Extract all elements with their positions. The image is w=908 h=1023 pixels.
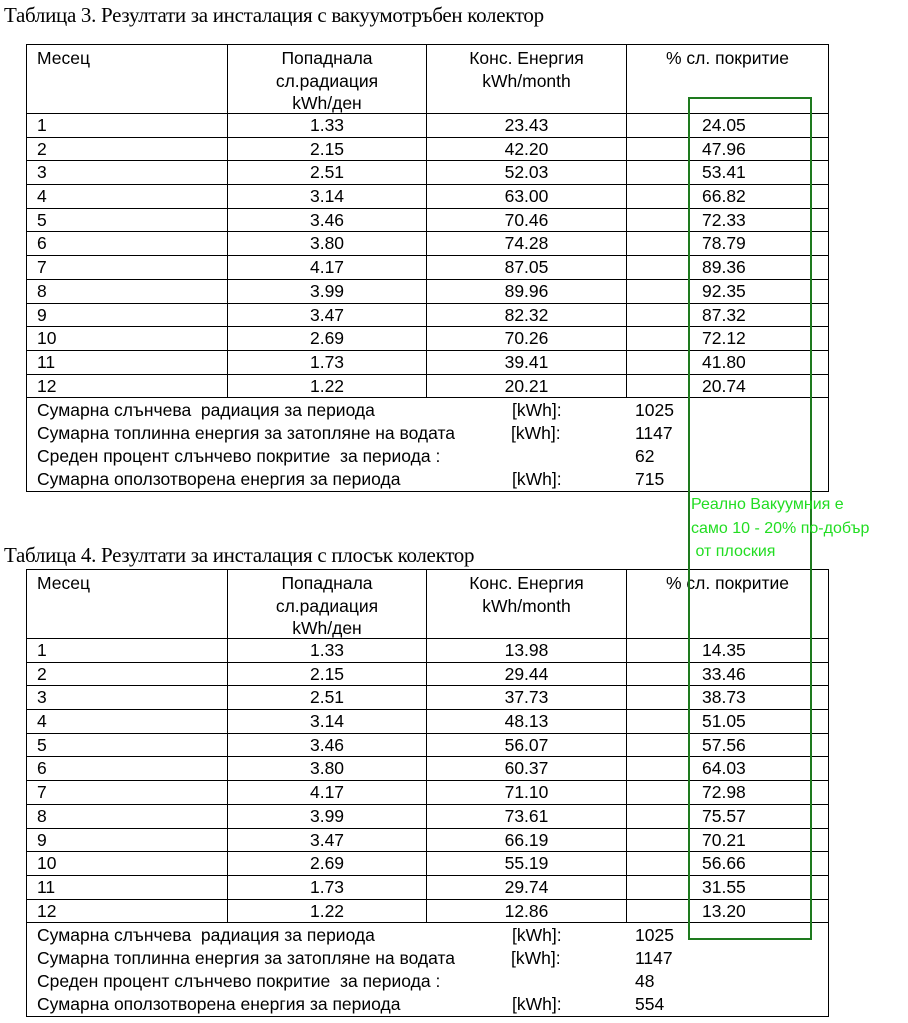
- cell-month: 4: [27, 710, 228, 733]
- cell-month: 1: [27, 639, 228, 662]
- cell-coverage: 66.82: [702, 186, 746, 207]
- header-line: Конс. Енергия: [469, 573, 584, 593]
- cell-month: 2: [27, 138, 228, 161]
- cell-month: 1: [27, 114, 228, 137]
- cell-energy: 12.86: [427, 900, 627, 923]
- summary-value: 1025: [635, 400, 674, 421]
- header-line: сл.радиация: [275, 595, 379, 616]
- cell-energy: 48.13: [427, 710, 627, 733]
- cell-coverage: 72.12: [702, 328, 746, 349]
- cell-coverage: 41.80: [702, 351, 746, 372]
- cell-month: 3: [27, 686, 228, 709]
- summary-unit: [kWh]:: [511, 423, 561, 444]
- cell-month: 10: [27, 327, 228, 350]
- cell-coverage: 75.57: [702, 805, 746, 826]
- summary-value: 62: [635, 446, 655, 467]
- cell-month: 7: [27, 781, 228, 804]
- cell-radiation: 3.47: [228, 304, 427, 327]
- summary-unit: [kWh]:: [512, 469, 562, 490]
- cell-month: 12: [27, 900, 228, 923]
- cell-month: 2: [27, 663, 228, 686]
- cell-month: 5: [27, 734, 228, 757]
- annotation-line: само 10 - 20% по-добър: [691, 519, 870, 537]
- header-line: Попаднала: [281, 48, 373, 68]
- cell-coverage: 14.35: [702, 640, 746, 660]
- summary-value: 1147: [635, 423, 673, 444]
- summary-label: Среден процент слънчево покритие за периода :: [37, 446, 441, 467]
- header-coverage: % сл. покритие: [665, 48, 789, 68]
- cell-coverage: 89.36: [702, 257, 746, 278]
- cell-coverage: 64.03: [702, 758, 746, 779]
- summary-label: Среден процент слънчево покритие за периода :: [37, 971, 441, 992]
- cell-radiation: 3.14: [228, 185, 427, 208]
- cell-energy: 39.41: [427, 351, 627, 374]
- summary-label: Сумарна оползотворена енергия за периода: [37, 469, 401, 490]
- cell-radiation: 3.46: [228, 209, 427, 232]
- table-4-caption: Таблица 4. Резултати за инсталация с плосък колектор: [4, 543, 475, 567]
- cell-radiation: 2.51: [228, 161, 427, 184]
- summary-label: Сумарна оползотворена енергия за периода: [37, 994, 401, 1015]
- cell-energy: 87.05: [427, 256, 627, 279]
- cell-energy: 20.21: [427, 375, 627, 398]
- cell-radiation: 2.51: [228, 686, 427, 709]
- cell-coverage: 72.33: [702, 209, 746, 230]
- annotation-line: Реално Вакуумния е: [691, 496, 844, 513]
- cell-energy: 42.20: [427, 138, 627, 161]
- cell-coverage: 57.56: [702, 734, 746, 755]
- cell-month: 8: [27, 805, 228, 828]
- header-energy: [427, 570, 627, 638]
- cell-radiation: 4.17: [228, 256, 427, 279]
- header-line: kWh/month: [482, 70, 571, 91]
- cell-energy: 71.10: [427, 781, 627, 804]
- cell-month: 5: [27, 209, 228, 232]
- cell-coverage: 20.74: [702, 375, 746, 396]
- header-coverage: % сл. покритие: [665, 573, 789, 593]
- cell-month: 9: [27, 304, 228, 327]
- cell-energy: 55.19: [427, 852, 627, 875]
- cell-coverage: 72.98: [702, 782, 746, 803]
- summary-line: [37, 993, 828, 1016]
- cell-radiation: 2.69: [228, 327, 427, 350]
- cell-coverage: 33.46: [702, 663, 746, 684]
- header-line: kWh/month: [482, 595, 571, 616]
- cell-radiation: 1.22: [228, 375, 427, 398]
- cell-month: 3: [27, 161, 228, 184]
- header-month: Месец: [27, 45, 228, 113]
- summary-unit: [kWh]:: [512, 994, 562, 1015]
- summary-unit: [kWh]:: [512, 400, 562, 421]
- cell-coverage: 53.41: [702, 162, 746, 183]
- cell-coverage: 31.55: [702, 876, 746, 897]
- summary-label: Сумарна топлинна енергия за затопляне на водата: [37, 948, 456, 969]
- header-month: Месец: [27, 570, 228, 638]
- cell-energy: 52.03: [427, 161, 627, 184]
- cell-coverage: 56.66: [702, 853, 746, 874]
- summary-label: Сумарна топлинна енергия за затопляне на водата: [37, 423, 456, 444]
- cell-coverage: 87.32: [702, 304, 746, 325]
- cell-energy: 13.98: [427, 639, 627, 662]
- cell-month: 6: [27, 757, 228, 780]
- cell-radiation: 3.99: [228, 280, 427, 303]
- annotation-note: [691, 493, 869, 564]
- cell-month: 10: [27, 852, 228, 875]
- cell-month: 12: [27, 375, 228, 398]
- cell-month: 11: [27, 351, 228, 374]
- cell-energy: 70.26: [427, 327, 627, 350]
- cell-coverage: 70.21: [702, 829, 746, 850]
- cell-radiation: 4.17: [228, 781, 427, 804]
- cell-radiation: 3.47: [228, 829, 427, 852]
- summary-label: Сумарна слънчева радиация за периода: [37, 400, 375, 421]
- table-3-caption: Таблица 3. Резултати за инсталация с вакуумотръбен колектор: [4, 3, 544, 27]
- cell-coverage: 13.20: [702, 900, 746, 921]
- cell-radiation: 1.73: [228, 876, 427, 899]
- summary-unit: [kWh]:: [512, 925, 562, 946]
- header-line: kWh/ден: [292, 93, 362, 113]
- header-radiation: [228, 45, 427, 113]
- cell-energy: 89.96: [427, 280, 627, 303]
- summary-line: [37, 947, 828, 970]
- cell-energy: 29.44: [427, 663, 627, 686]
- cell-energy: 70.46: [427, 209, 627, 232]
- cell-energy: 60.37: [427, 757, 627, 780]
- cell-radiation: 1.33: [228, 114, 427, 137]
- summary-value: 1025: [635, 925, 674, 946]
- header-line: сл.радиация: [275, 70, 379, 91]
- cell-coverage: 24.05: [702, 115, 746, 135]
- cell-radiation: 3.46: [228, 734, 427, 757]
- summary-value: 1147: [635, 948, 673, 969]
- header-radiation: [228, 570, 427, 638]
- cell-energy: 66.19: [427, 829, 627, 852]
- cell-radiation: 3.80: [228, 757, 427, 780]
- cell-coverage: 78.79: [702, 233, 746, 254]
- cell-radiation: 1.73: [228, 351, 427, 374]
- cell-month: 8: [27, 280, 228, 303]
- summary-unit: [kWh]:: [511, 948, 561, 969]
- header-energy: [427, 45, 627, 113]
- cell-month: 6: [27, 232, 228, 255]
- cell-coverage: 47.96: [702, 138, 746, 159]
- header-line: Конс. Енергия: [469, 48, 584, 68]
- cell-coverage: 38.73: [702, 687, 746, 708]
- cell-radiation: 2.69: [228, 852, 427, 875]
- cell-energy: 82.32: [427, 304, 627, 327]
- cell-radiation: 3.99: [228, 805, 427, 828]
- cell-month: 7: [27, 256, 228, 279]
- summary-label: Сумарна слънчева радиация за периода: [37, 925, 375, 946]
- cell-radiation: 3.14: [228, 710, 427, 733]
- cell-radiation: 1.33: [228, 639, 427, 662]
- cell-month: 4: [27, 185, 228, 208]
- annotation-line: от плоския: [691, 543, 776, 560]
- cell-radiation: 2.15: [228, 663, 427, 686]
- cell-energy: 37.73: [427, 686, 627, 709]
- cell-month: 11: [27, 876, 228, 899]
- cell-coverage: 51.05: [702, 711, 746, 732]
- cell-coverage: 92.35: [702, 280, 746, 301]
- cell-month: 9: [27, 829, 228, 852]
- cell-radiation: 1.22: [228, 900, 427, 923]
- summary-value: 48: [635, 971, 655, 992]
- cell-energy: 56.07: [427, 734, 627, 757]
- cell-energy: 63.00: [427, 185, 627, 208]
- summary-value: 554: [635, 994, 665, 1015]
- summary-value: 715: [635, 469, 665, 490]
- summary-line: [37, 970, 828, 993]
- cell-energy: 23.43: [427, 114, 627, 137]
- cell-energy: 29.74: [427, 876, 627, 899]
- cell-energy: 74.28: [427, 232, 627, 255]
- cell-energy: 73.61: [427, 805, 627, 828]
- cell-radiation: 3.80: [228, 232, 427, 255]
- cell-radiation: 2.15: [228, 138, 427, 161]
- header-line: Попаднала: [281, 573, 373, 593]
- header-line: kWh/ден: [292, 618, 362, 638]
